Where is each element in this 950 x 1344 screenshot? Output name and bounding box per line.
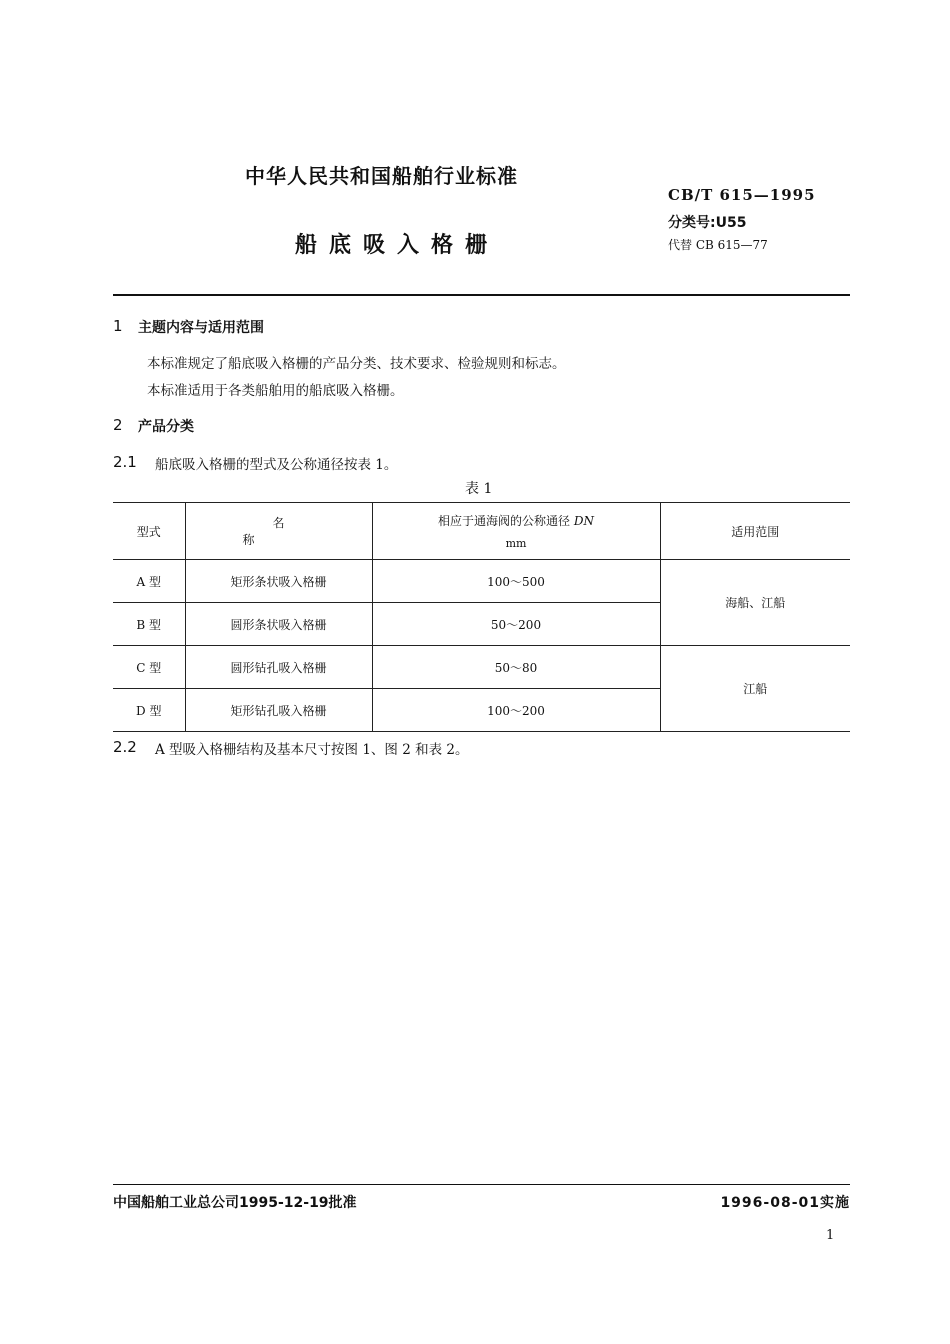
header-dn-unit: mm bbox=[505, 537, 527, 550]
cell-name: 圆形条状吸入格栅 bbox=[185, 603, 372, 646]
cell-name: 圆形钻孔吸入格栅 bbox=[185, 646, 372, 689]
table-1-caption: 表 1 bbox=[465, 481, 493, 497]
standard-organization: 中华人民共和国船舶行业标准 bbox=[245, 164, 518, 188]
table-header-row bbox=[113, 503, 850, 560]
section-2-2-text: A 型吸入格栅结构及基本尺寸按图 1、图 2 和表 2。 bbox=[155, 742, 469, 758]
cell-type: D 型 bbox=[113, 689, 185, 732]
header-divider bbox=[113, 294, 850, 296]
footer-divider bbox=[113, 1184, 850, 1185]
table-row bbox=[113, 560, 850, 603]
cell-dn: 100～500 bbox=[372, 560, 660, 603]
approval-info: 中国船舶工业总公司1995-12-19批准 bbox=[113, 1195, 357, 1211]
header-scope: 适用范围 bbox=[660, 503, 850, 560]
section-2-number: 2 bbox=[113, 416, 123, 434]
cell-scope: 海船、江船 bbox=[660, 560, 850, 646]
cell-name: 矩形条状吸入格栅 bbox=[185, 560, 372, 603]
replaces-standard: 代替 CB 615—77 bbox=[668, 238, 768, 252]
header-dn-label bbox=[373, 512, 660, 529]
section-1-paragraph-1: 本标准规定了船底吸入格栅的产品分类、技术要求、检验规则和标志。 bbox=[147, 356, 566, 372]
cell-name: 矩形钻孔吸入格栅 bbox=[185, 689, 372, 732]
section-1-title: 主题内容与适用范围 bbox=[138, 320, 264, 336]
header-dn-symbol: DN bbox=[573, 514, 594, 528]
header-name bbox=[185, 503, 372, 560]
header-dn bbox=[372, 503, 660, 560]
cell-type: A 型 bbox=[113, 560, 185, 603]
table-row bbox=[113, 646, 850, 689]
header-name-label: 名称 bbox=[242, 516, 345, 547]
cell-dn: 100～200 bbox=[372, 689, 660, 732]
cell-dn: 50～200 bbox=[372, 603, 660, 646]
table-1 bbox=[113, 502, 850, 732]
header-dn-text: 相应于通海阀的公称通径 bbox=[438, 514, 571, 528]
cell-dn: 50～80 bbox=[372, 646, 660, 689]
page-number: 1 bbox=[826, 1228, 835, 1243]
section-2-2-number: 2.2 bbox=[113, 738, 137, 756]
section-2-title: 产品分类 bbox=[138, 419, 194, 435]
document-title: 船底吸入格栅 bbox=[295, 233, 500, 258]
cell-type: B 型 bbox=[113, 603, 185, 646]
section-1-number: 1 bbox=[113, 317, 123, 335]
classification-number: 分类号:U55 bbox=[668, 215, 747, 231]
header-type: 型式 bbox=[113, 503, 185, 560]
standard-number: CB/T 615—1995 bbox=[668, 186, 816, 204]
effective-date: 1996-08-01实施 bbox=[720, 1195, 850, 1211]
cell-scope: 江船 bbox=[660, 646, 850, 732]
section-1-paragraph-2: 本标准适用于各类船舶用的船底吸入格栅。 bbox=[147, 383, 404, 399]
section-2-1-number: 2.1 bbox=[113, 453, 137, 471]
section-2-1-text: 船底吸入格栅的型式及公称通径按表 1。 bbox=[155, 457, 398, 473]
cell-type: C 型 bbox=[113, 646, 185, 689]
